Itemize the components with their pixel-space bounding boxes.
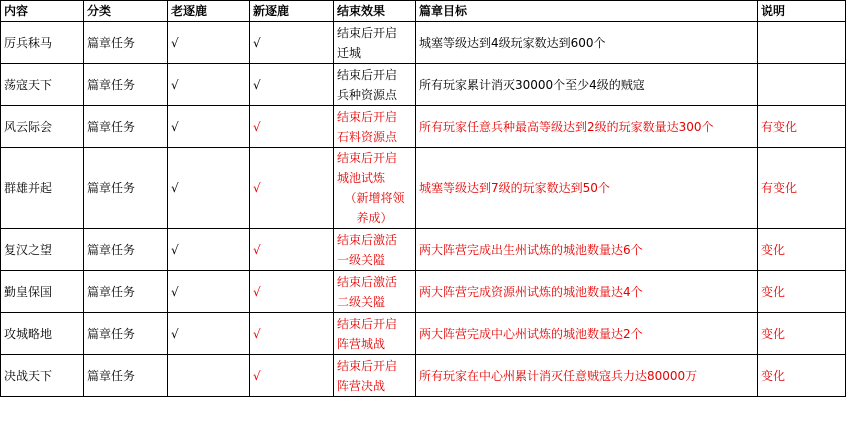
effect-line: 结束后开启 — [337, 109, 398, 124]
cell-content: 厉兵秣马 — [1, 22, 84, 64]
cell-note: 变化 — [758, 229, 846, 271]
cell-goal: 城塞等级达到7级的玩家数达到50个 — [416, 148, 758, 229]
cell-end-effect — [334, 64, 416, 106]
cell-new: √ — [250, 64, 334, 106]
effect-line: 养成） — [356, 211, 393, 225]
cell-old: √ — [168, 148, 250, 229]
cell-new: √ — [250, 148, 334, 229]
cell-note — [758, 64, 846, 106]
cell-end-effect — [334, 106, 416, 148]
cell-end-effect — [334, 229, 416, 271]
cell-new: √ — [250, 355, 334, 397]
cell-new: √ — [250, 229, 334, 271]
effect-line: 迁城 — [337, 45, 362, 60]
cell-note: 变化 — [758, 313, 846, 355]
cell-category: 篇章任务 — [84, 271, 168, 313]
cell-category: 篇章任务 — [84, 313, 168, 355]
cell-category: 篇章任务 — [84, 22, 168, 64]
cell-content: 攻城略地 — [1, 313, 84, 355]
cell-old: √ — [168, 106, 250, 148]
table-row — [1, 64, 846, 106]
cell-end-effect — [334, 355, 416, 397]
cell-end-effect — [334, 271, 416, 313]
effect-line: 阵营决战 — [337, 378, 386, 393]
cell-end-effect — [334, 313, 416, 355]
effect-line: 结束后开启 — [337, 316, 398, 331]
cell-category: 篇章任务 — [84, 64, 168, 106]
effect-line: 一级关隘 — [337, 252, 386, 267]
cell-content: 决战天下 — [1, 355, 84, 397]
cell-new: √ — [250, 271, 334, 313]
cell-old: √ — [168, 229, 250, 271]
cell-category: 篇章任务 — [84, 229, 168, 271]
cell-note — [758, 22, 846, 64]
cell-note: 变化 — [758, 271, 846, 313]
cell-content: 复汉之望 — [1, 229, 84, 271]
cell-goal: 所有玩家在中心州累计消灭任意贼寇兵力达80000万 — [416, 355, 758, 397]
effect-line: 二级关隘 — [337, 294, 386, 309]
cell-goal: 两大阵营完成资源州试炼的城池数量达4个 — [416, 271, 758, 313]
cell-new: √ — [250, 313, 334, 355]
cell-note: 变化 — [758, 355, 846, 397]
cell-content: 勤皇保国 — [1, 271, 84, 313]
effect-line: 结束后激活 — [337, 274, 398, 289]
effect-line: 石料资源点 — [337, 129, 398, 144]
header-new-zhulu: 新逐鹿 — [250, 1, 334, 22]
cell-goal: 所有玩家累计消灭30000个至少4级的贼寇 — [416, 64, 758, 106]
cell-goal: 城塞等级达到4级玩家数达到600个 — [416, 22, 758, 64]
header-end-effect: 结束效果 — [334, 1, 416, 22]
cell-new: √ — [250, 106, 334, 148]
effect-line: 结束后开启 — [337, 25, 398, 40]
header-old-zhulu: 老逐鹿 — [168, 1, 250, 22]
table-row — [1, 106, 846, 148]
cell-content: 风云际会 — [1, 106, 84, 148]
header-note: 说明 — [758, 1, 846, 22]
cell-note: 有变化 — [758, 106, 846, 148]
cell-goal: 两大阵营完成中心州试炼的城池数量达2个 — [416, 313, 758, 355]
effect-line: 结束后开启 — [337, 67, 398, 82]
table-row — [1, 355, 846, 397]
table-row — [1, 22, 846, 64]
header-content: 内容 — [1, 1, 84, 22]
cell-old: √ — [168, 313, 250, 355]
header-category: 分类 — [84, 1, 168, 22]
cell-old — [168, 355, 250, 397]
cell-end-effect — [334, 148, 416, 229]
effect-line: 结束后开启 — [337, 358, 398, 373]
effect-line: 城池试炼 — [337, 171, 386, 185]
cell-goal: 两大阵营完成出生州试炼的城池数量达6个 — [416, 229, 758, 271]
cell-old: √ — [168, 64, 250, 106]
table-row — [1, 313, 846, 355]
effect-line: （新增将领 — [344, 191, 405, 205]
cell-category: 篇章任务 — [84, 148, 168, 229]
table-row — [1, 229, 846, 271]
header-row — [1, 1, 846, 22]
cell-note: 有变化 — [758, 148, 846, 229]
cell-content: 荡寇天下 — [1, 64, 84, 106]
cell-category: 篇章任务 — [84, 106, 168, 148]
effect-line: 阵营城战 — [337, 336, 386, 351]
table-row — [1, 271, 846, 313]
cell-content: 群雄并起 — [1, 148, 84, 229]
cell-goal: 所有玩家任意兵种最高等级达到2级的玩家数量达300个 — [416, 106, 758, 148]
effect-line: 兵种资源点 — [337, 87, 398, 102]
cell-category: 篇章任务 — [84, 355, 168, 397]
cell-new: √ — [250, 22, 334, 64]
cell-end-effect — [334, 22, 416, 64]
cell-old: √ — [168, 22, 250, 64]
effect-line: 结束后激活 — [337, 232, 398, 247]
cell-old: √ — [168, 271, 250, 313]
header-chapter-goal: 篇章目标 — [416, 1, 758, 22]
effect-line: 结束后开启 — [337, 151, 398, 165]
table-row — [1, 148, 846, 229]
